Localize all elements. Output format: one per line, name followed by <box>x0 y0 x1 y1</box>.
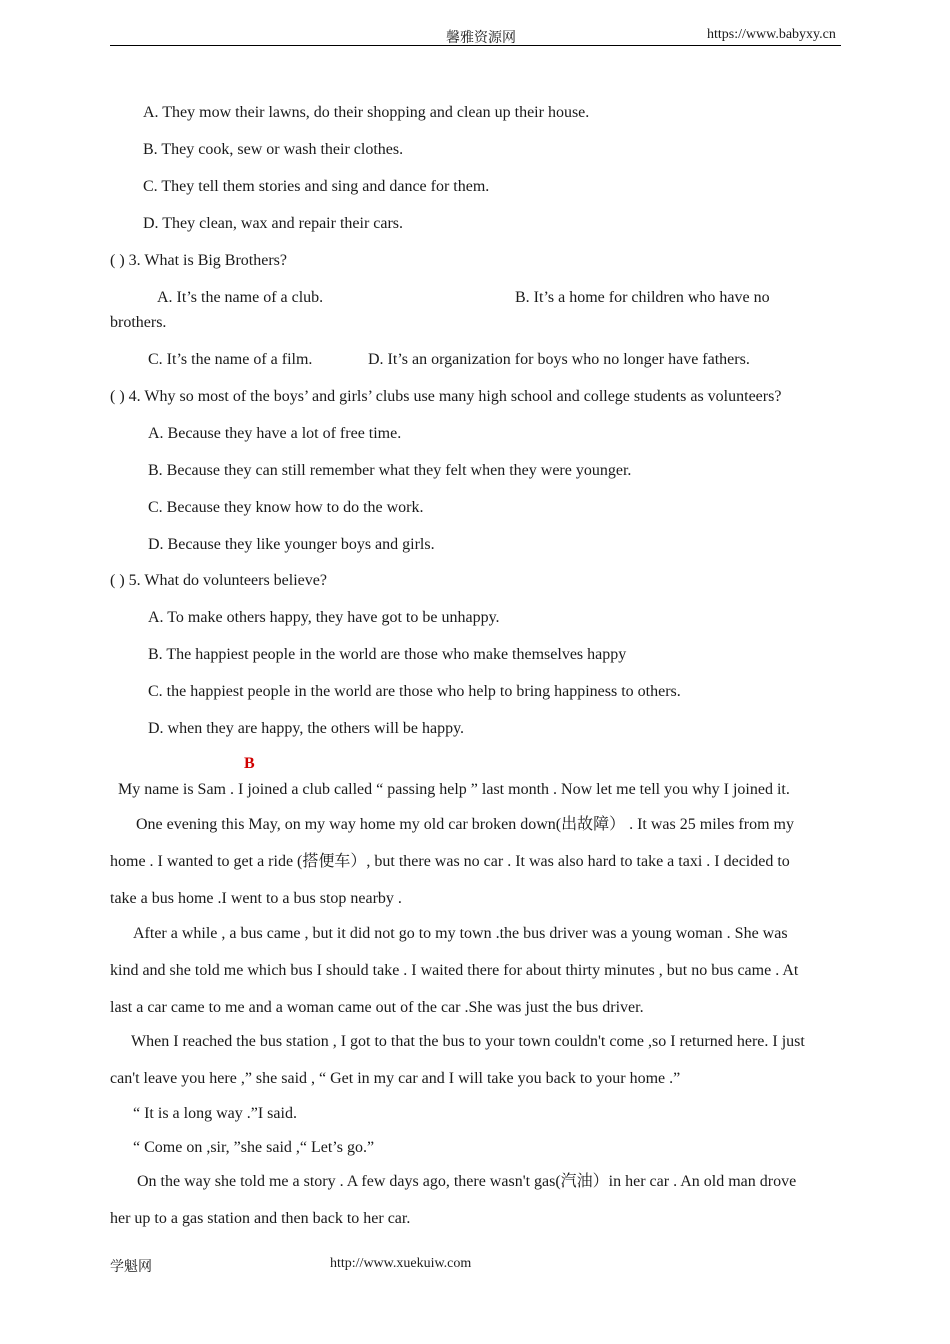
q5-question: ( ) 5. What do volunteers believe? <box>110 572 327 589</box>
q4-option-c: C. Because they know how to do the work. <box>148 499 424 516</box>
q3-option-d: D. It’s an organization for boys who no longer have fathers. <box>368 351 750 368</box>
q2-option-d: D. They clean, wax and repair their cars. <box>143 215 404 232</box>
q3-option-c: C. It’s the name of a film. <box>148 351 313 368</box>
passage-line: can't leave you here ,” she said , “ Get in my car and I will take you back to your home .” <box>110 1070 681 1087</box>
header-site-name: 馨雅资源网 <box>446 31 516 46</box>
passage-line: last a car came to me and a woman came out of the car .She was just the bus driver. <box>110 999 644 1016</box>
footer-url[interactable]: http://www.xuekuiw.com <box>330 1256 472 1271</box>
q4-option-d: D. Because they like younger boys and girls. <box>148 536 435 553</box>
passage-line: home . I wanted to get a ride (搭便车）, but there was no car . It was also hard to take a taxi . I decided to <box>110 853 790 870</box>
q4-option-a: A. Because they have a lot of free time. <box>148 425 402 442</box>
passage-line: My name is Sam . I joined a club called “ passing help ” last month . Now let me tell you why I joined it. <box>118 781 790 798</box>
q2-option-c: C. They tell them stories and sing and dance for them. <box>143 178 490 195</box>
section-b-label: B <box>244 755 255 772</box>
q5-option-c: C. the happiest people in the world are those who help to bring happiness to others. <box>148 683 681 700</box>
q4-option-b: B. Because they can still remember what they felt when they were younger. <box>148 462 632 479</box>
q3-option-b-cont: brothers. <box>110 314 167 331</box>
passage-line: After a while , a bus came , but it did not go to my town .the bus driver was a young woman . She was <box>133 925 788 942</box>
q5-option-a: A. To make others happy, they have got to be unhappy. <box>148 609 500 626</box>
passage-line: her up to a gas station and then back to her car. <box>110 1210 411 1227</box>
passage-line: “ Come on ,sir, ”she said ,“ Let’s go.” <box>133 1139 375 1156</box>
q4-question: ( ) 4. Why so most of the boys’ and girls’ clubs use many high school and college students as volunteers? <box>110 388 782 405</box>
q2-option-a: A. They mow their lawns, do their shopping and clean up their house. <box>143 104 590 121</box>
q5-option-d: D. when they are happy, the others will be happy. <box>148 720 465 737</box>
passage-line: “ It is a long way .”I said. <box>133 1105 297 1122</box>
header-divider <box>110 45 841 46</box>
footer-site-name: 学魁网 <box>110 1260 152 1275</box>
passage-line: When I reached the bus station , I got to that the bus to your town couldn't come ,so I returned here. I just <box>131 1033 805 1050</box>
passage-line: take a bus home .I went to a bus stop nearby . <box>110 890 402 907</box>
header-url[interactable]: https://www.babyxy.cn <box>707 27 836 42</box>
passage-line: One evening this May, on my way home my old car broken down(出故障） . It was 25 miles from my <box>136 816 794 833</box>
q3-option-b: B. It’s a home for children who have no <box>515 289 770 306</box>
q3-option-a: A. It’s the name of a club. <box>157 289 324 306</box>
passage-line: On the way she told me a story . A few days ago, there wasn't gas(汽油）in her car . An old man drove <box>137 1173 797 1190</box>
passage-line: kind and she told me which bus I should take . I waited there for about thirty minutes , but no bus came . At <box>110 962 799 979</box>
q5-option-b: B. The happiest people in the world are those who make themselves happy <box>148 646 627 663</box>
q3-question: ( ) 3. What is Big Brothers? <box>110 252 288 269</box>
q2-option-b: B. They cook, sew or wash their clothes. <box>143 141 404 158</box>
